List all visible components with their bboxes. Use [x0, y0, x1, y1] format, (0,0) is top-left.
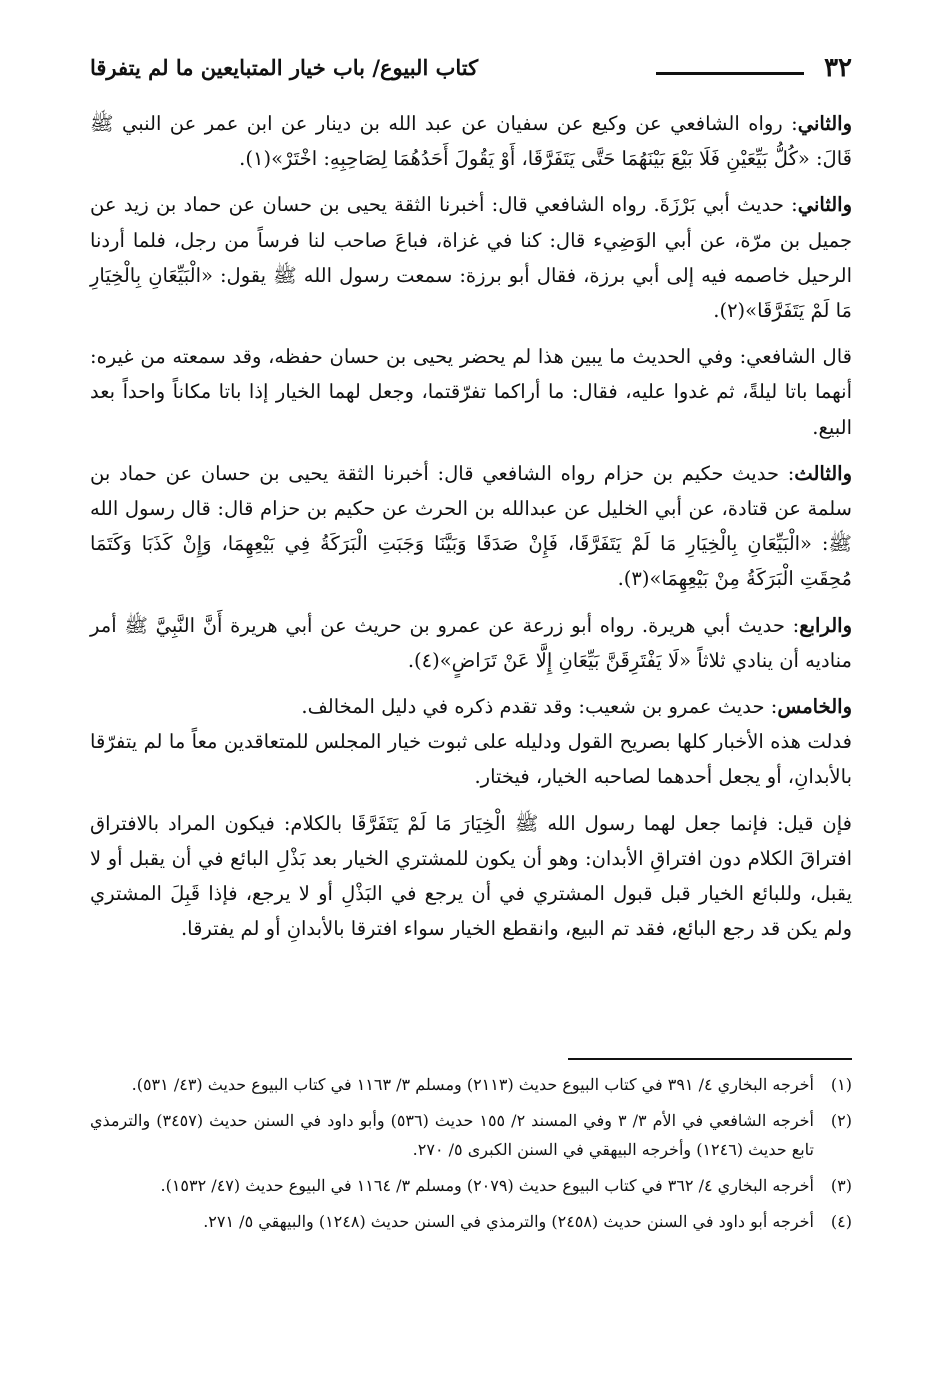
paragraph-body: : حديث أبي هريرة. رواه أبو زرعة عن عمرو بن حريث عن أبي هريرة أَنَّ النَّبِيَّ ﷺ أمر مناديه أن ينادي ثلاثاً «لَا يَفْتَرِقَنَّ بَيِّعَانِ إِلَّا عَنْ تَرَاضٍ»(٤). [90, 613, 852, 672]
paragraph-body: قال الشافعي: وفي الحديث ما يبين هذا لم يحضر يحيى بن حسان حفظه، وقد سمعته من غيره: أنهما باتا ليلةً، ثم غدوا عليه، فقال: ما أراكما تفرّقتما، وجعل لهما الخيار إذا باتا مكاناً واحداً بعد البيع. [90, 345, 852, 439]
footnote-number: (٢) [830, 1111, 852, 1130]
footnote-text: أخرجه البخاري ٤/ ٣٩١ في كتاب البيوع حديث (٢١١٣) ومسلم ٣/ ١١٦٣ في كتاب البيوع حديث (٤٣/ ٥٣١). [131, 1075, 814, 1094]
paragraph-body: : رواه الشافعي عن وكيع عن سفيان عن عبد الله بن دينار عن ابن عمر عن النبي ﷺ قَالَ: «كُلُّ بَيِّعَيْنِ فَلَا بَيْعَ بَيْنَهُمَا حَتَّى يَتَفَرَّقَا، أَوْ يَقُولَ أَحَدُهُمَا لِصَاحِبِهِ: اخْتَرْ»(١). [90, 112, 852, 171]
footnote-number: (١) [830, 1075, 852, 1094]
running-title: كتاب البيوع/ باب خيار المتبايعين ما لم يتفرقا [90, 55, 479, 80]
paragraph-third [90, 456, 852, 597]
paragraph-lead: والثاني [797, 112, 852, 135]
paragraph-body: فإن قيل: فإنما جعل لهما رسول الله ﷺ الْخِيَارَ مَا لَمْ يَتَفَرَّقَا بالكلام: فيكون المراد بالافتراق افتراقَ الكلام دون افتراقِ الأبدان: وهو أن يكون للمشتري الخيار بعد بَذْلِ البائع في أن يقبل أو لا يقبل، وللبائع الخيار قبل قبول المشتري في أن يرجع في البَذْلِ أو لا يرجع، فإذا قَبِلَ المشتري ولم يكن قد رجع البائع، فقد تم البيع، وانقطع الخيار سواء افترقا بالأبدانِ أو لم يفترقا. [90, 811, 852, 941]
paragraph-conclusion [90, 724, 852, 794]
paragraph-second-b [90, 187, 852, 328]
header-rule [656, 72, 804, 75]
footnote-2 [90, 1106, 852, 1164]
paragraph-lead: والثاني [797, 193, 852, 217]
paragraph-fifth [90, 689, 852, 724]
paragraph-lead: والخامس [777, 695, 852, 719]
footnote-number: (٤) [830, 1212, 852, 1231]
footnote-3 [90, 1171, 852, 1200]
footnote-separator [568, 1058, 852, 1060]
footnote-number: (٣) [830, 1176, 852, 1195]
paragraph-objection [90, 806, 852, 947]
paragraph-body: : حديث أبي بَرْزَةَ. رواه الشافعي قال: أخبرنا الثقة يحيى بن حسان عن حماد بن زيد عن جميل بن مرّة، عن أبي الوَضِيء قال: كنا في غزاة، فباعَ صاحب لنا فرساً من رجل، فلما أردنا الرحيل خاصمه فيه إلى أبي برزة، فقال أبو برزة: سمعت رسول الله ﷺ يقول: «الْبَيِّعَانِ بِالْخِيَارِ مَا لَمْ يَتَفَرَّقَا»(٢). [90, 193, 852, 323]
paragraph-second-a [90, 106, 852, 176]
page-number: ٣٢ [824, 53, 852, 83]
paragraph-fourth [90, 608, 852, 678]
footnote-text: أخرجه البخاري ٤/ ٣٦٢ في كتاب البيوع حديث (٢٠٧٩) ومسلم ٣/ ١١٦٤ في البيوع حديث (٤٧/ ١٥٣٢). [160, 1176, 814, 1195]
paragraph-lead: والثالث [794, 461, 852, 485]
paragraph-body: فدلت هذه الأخبار كلها بصريح القول ودليله على ثبوت خيار المجلس للمتعاقدين معاً ما لم يتفرّقا بالأبدانِ، أو يجعل أحدهما لصاحبه الخيار، فيختار. [90, 730, 852, 789]
paragraph-body: : حديث عمرو بن شعيب: وقد تقدم ذكره في دليل المخالف. [301, 695, 778, 719]
paragraph-shafii-comment [90, 339, 852, 445]
main-text [90, 106, 852, 957]
page-header [90, 48, 852, 88]
footnote-text: أخرجه الشافعي في الأم ٣/ ٣ وفي المسند ٢/ ١٥٥ حديث (٥٣٦) وأبو داود في السنن حديث (٣٤٥٧) والترمذي تابع حديث (١٢٤٦) وأخرجه البيهقي في السنن الكبرى ٥/ ٢٧٠. [90, 1111, 814, 1159]
footnote-text: أخرجه أبو داود في السنن حديث (٢٤٥٨) والترمذي في السنن حديث (١٢٤٨) والبيهقي ٥/ ٢٧١. [203, 1212, 814, 1231]
footnote-4 [90, 1207, 852, 1236]
paragraph-body: : حديث حكيم بن حزام رواه الشافعي قال: أخبرنا الثقة يحيى بن حسان عن حماد بن سلمة عن قتادة، عن أبي الخليل عن عبدالله بن الحرث عن حكيم بن حزام قال: قال رسول الله ﷺ: «الْبَيِّعَانِ بِالْخِيَارِ مَا لَمْ يَتَفَرَّقَا، فَإِنْ صَدَقَا وَبَيَّنَا وَجَبَتِ الْبَرَكَةُ فِي بَيْعِهِمَا، وَإِنْ كَذَبَا وَكَتَمَا مُحِقَتِ الْبَرَكَةُ مِنْ بَيْعِهِمَا»(٣). [90, 461, 852, 591]
footnotes [90, 1070, 852, 1243]
footnote-1 [90, 1070, 852, 1099]
paragraph-lead: والرابع [799, 613, 852, 637]
